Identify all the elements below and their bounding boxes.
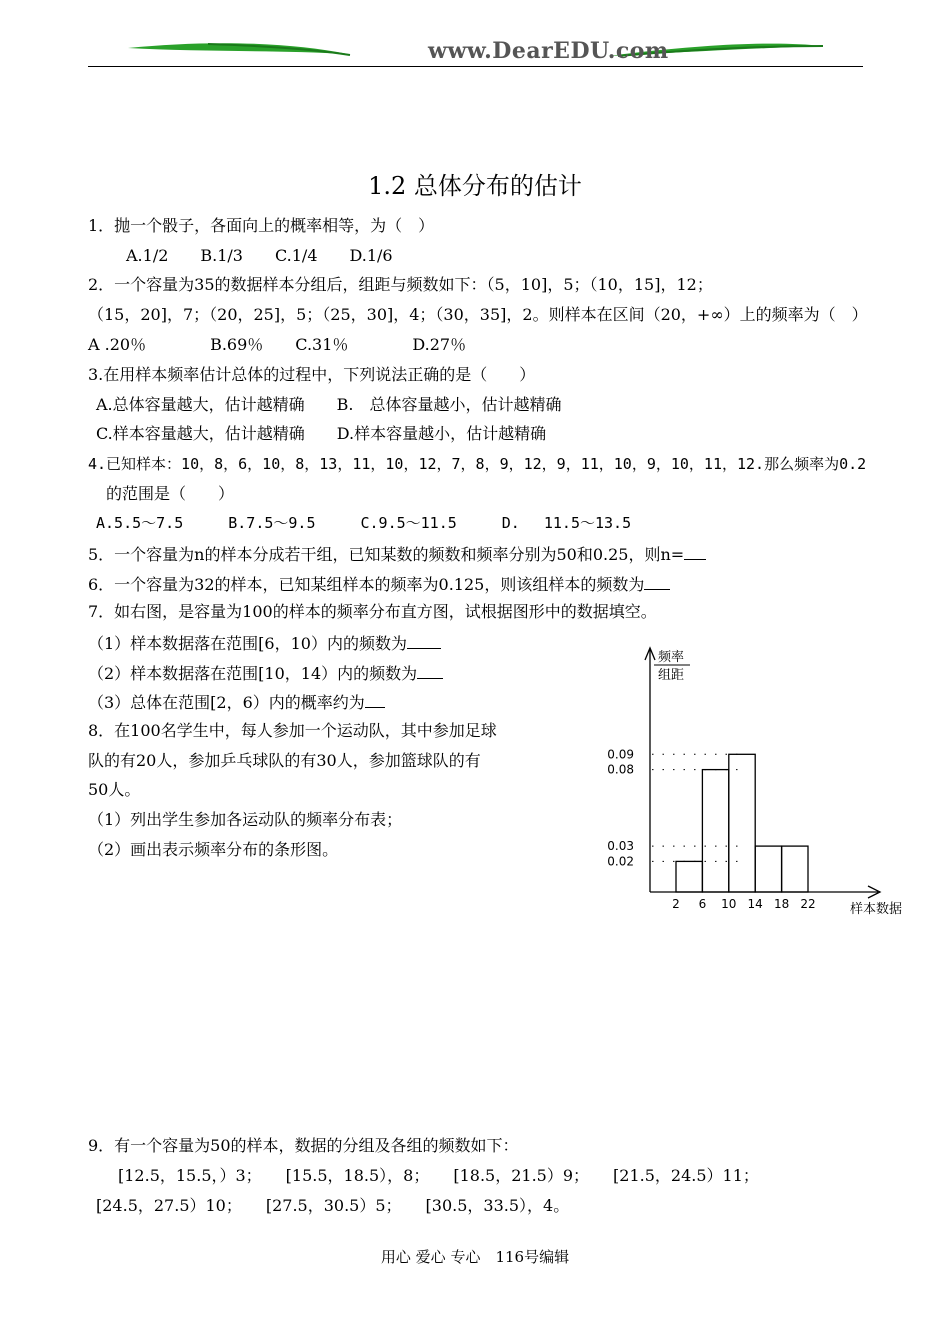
page-footer: 用心 爱心 专心 116号编辑 [380, 1248, 570, 1266]
question-4: 4.已知样本：10，8，6，10，8，13，11，10，12，7，8，9，12，9，11，10，9，10，11，12.那么频率为0.2 [88, 455, 867, 473]
x-tick-label: 10 [721, 897, 737, 911]
y-tick-label: 0.09 [607, 747, 634, 762]
question-2: 2．一个容量为35的数据样本分组后，组距与频数如下：（5，10]，5；（10，15]，12； [88, 275, 713, 294]
question-8-cont-2: 50人。 [88, 780, 141, 799]
question-8: 8．在100名学生中，每人参加一个运动队，其中参加足球 [88, 721, 497, 740]
question-8-part-2: （2）画出表示频率分布的条形图。 [88, 840, 339, 859]
x-tick-label: 22 [800, 897, 816, 911]
question-7-part-1: （1）样本数据落在范围[6，10）内的频数为 [88, 632, 441, 654]
question-3-options-cd: C.样本容量越大，估计越精确 D.样本容量越小，估计越精确 [96, 424, 547, 443]
question-9-groups-1: [12.5，15.5，）3； [15.5，18.5），8； [18.5，21.5）9； [21.5，24.5）11； [118, 1166, 759, 1185]
question-4-options: A.5.5～7.5 B.7.5～9.5 C.9.5～11.5 D. 11.5～13.5 [96, 514, 632, 532]
histogram-bar [676, 861, 702, 892]
histogram-bar [729, 754, 755, 892]
frequency-histogram [592, 640, 932, 925]
logo-text: www.DearEDU.com [428, 38, 669, 64]
x-axis-label: 样本数据 [850, 902, 903, 917]
question-9-groups-2: [24.5，27.5）10； [27.5，30.5）5； [30.5，33.5），4。 [96, 1196, 570, 1215]
answer-blank[interactable] [684, 543, 706, 560]
y-axis-label-denominator: 组距 [658, 668, 685, 683]
answer-blank[interactable] [417, 662, 443, 679]
answer-blank[interactable] [365, 691, 385, 708]
y-tick-label: 0.08 [607, 762, 634, 777]
y-axis-label-numerator: 频率 [658, 650, 685, 665]
question-7-part-2: （2）样本数据落在范围[10，14）内的频数为 [88, 662, 443, 684]
question-5: 5．一个容量为n的样本分成若干组，已知某数的频数和频率分别为50和0.25，则n= [88, 543, 706, 565]
question-3: 3.在用样本频率估计总体的过程中，下列说法正确的是（ ） [88, 365, 536, 384]
question-8-part-1: （1）列出学生参加各运动队的频率分布表； [88, 810, 403, 829]
question-3-options-ab: A.总体容量越大，估计越精确 B. 总体容量越小，估计越精确 [96, 395, 562, 414]
question-2-options: A .20％ B.69％ C.31％ D.27％ [88, 335, 467, 354]
histogram-bar [755, 846, 781, 892]
question-7-part-3: （3）总体在范围[2，6）内的概率约为 [88, 691, 385, 713]
question-1: 1．抛一个骰子，各面向上的概率相等，为（ ） [88, 216, 435, 235]
header-rule [88, 66, 863, 67]
question-8-cont-1: 队的有20人，参加乒乓球队的有30人，参加篮球队的有 [88, 751, 481, 770]
question-4-cont: 的范围是（ ） [106, 484, 235, 503]
y-tick-label: 0.02 [607, 854, 634, 869]
y-tick-label: 0.03 [607, 839, 634, 854]
x-tick-label: 18 [773, 897, 790, 911]
question-7: 7．如右图，是容量为100的样本的频率分布直方图，试根据图形中的数据填空。 [88, 602, 657, 621]
question-1-options: A.1/2 B.1/3 C.1/4 D.1/6 [126, 246, 393, 265]
question-9: 9．有一个容量为50的样本，数据的分组及各组的频数如下： [88, 1136, 519, 1155]
x-tick-label: 6 [698, 897, 707, 911]
answer-blank[interactable] [407, 632, 441, 649]
answer-blank[interactable] [644, 573, 670, 590]
question-6: 6．一个容量为32的样本，已知某组样本的频率为0.125，则该组样本的频数为 [88, 573, 670, 595]
page-title: 1.2 总体分布的估计 [368, 172, 582, 200]
histogram-bar [782, 846, 808, 892]
histogram-bar [702, 770, 728, 892]
question-2-cont: （15，20]，7；（20，25]，5；（25，30]，4；（30，35]，2。则样本在区间（20，+∞）上的频率为（ ） [88, 305, 868, 324]
x-tick-label: 2 [672, 897, 680, 911]
x-tick-label: 14 [747, 897, 763, 911]
